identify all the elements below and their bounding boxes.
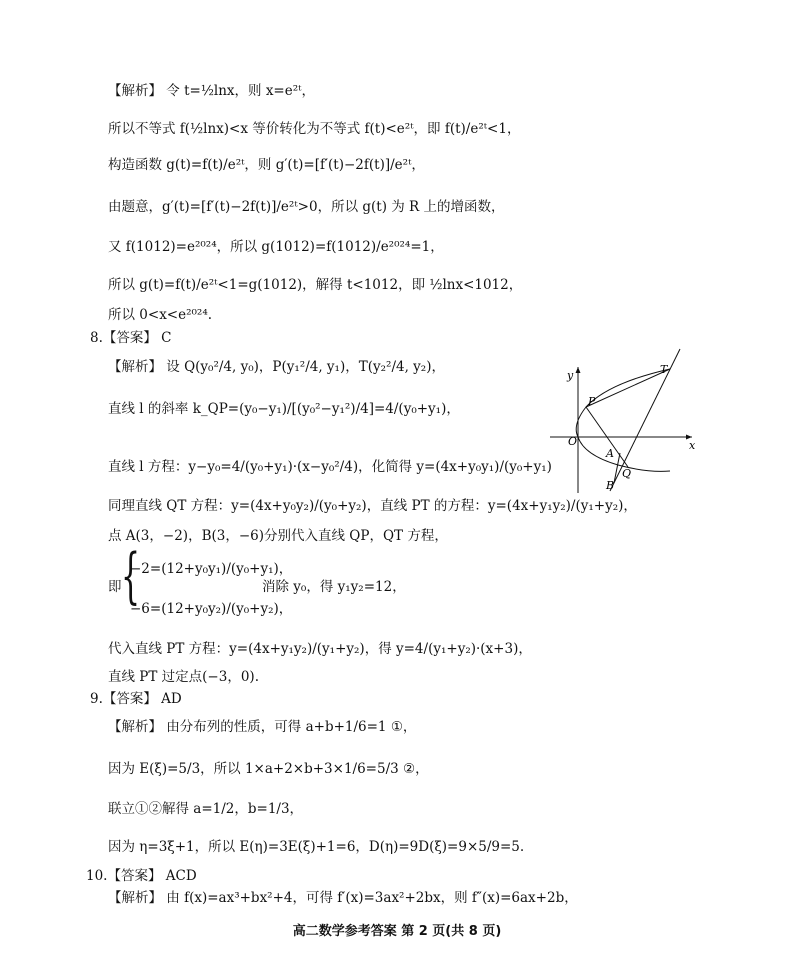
page-footer: 高二数学参考答案 第 2 页(共 8 页) (292, 924, 502, 939)
label-B: B (606, 479, 615, 492)
text-line-l5: 又 f(1012)=e²⁰²⁴，所以 g(1012)=f(1012)/e²⁰²⁴=1， (108, 239, 444, 255)
text-line-l16: 消除 y₀，得 y₁y₂=12， (262, 579, 406, 595)
system-brace: { (121, 541, 141, 611)
line-AB (614, 453, 620, 483)
text-line-l8: 8.【答案】 C (90, 330, 172, 346)
label-y: y (567, 369, 574, 382)
text-line-l15: 即 (108, 579, 122, 595)
text-line-l18: 代入直线 PT 方程：y=(4x+y₁y₂)/(y₁+y₂)，得 y=4/(y₁+y₂)·(x+3)， (108, 641, 532, 657)
text-line-l9: 【解析】 设 Q(y₀²/4, y₀)，P(y₁²/4, y₁)，T(y₂²/4, y₂)， (108, 359, 445, 375)
text-line-l26: 【解析】 由 f(x)=ax³+bx²+4，可得 f′(x)=3ax²+2bx，则 f″(x)=6ax+2b， (108, 890, 578, 906)
text-line-l3: 构造函数 g(t)=f(t)/e²ᵗ，则 g′(t)=[f′(t)−2f(t)]/e²ᵗ， (108, 157, 425, 173)
text-line-l14: −2=(12+y₀y₁)/(y₀+y₁)， (130, 561, 293, 577)
text-line-l7: 所以 0<x<e²⁰²⁴. (108, 307, 213, 323)
text-line-l10: 直线 l 的斜率 k_QP=(y₀−y₁)/[(y₀²−y₁²)/4]=4/(y₀+y₁)， (108, 401, 460, 417)
text-line-l23: 联立①②解得 a=1/2，b=1/3， (108, 801, 304, 817)
label-T: T (660, 363, 668, 376)
text-line-l11: 直线 l 方程：y−y₀=4/(y₀+y₁)·(x−y₀²/4)，化简得 y=(4x+y₀y₁)/(y₀+y₁) (108, 459, 552, 475)
parabola-figure (548, 345, 698, 495)
text-line-l24: 因为 η=3ξ+1，所以 E(η)=3E(ξ)+1=6，D(η)=9D(ξ)=9×5/9=5. (108, 839, 525, 855)
text-line-l17: −6=(12+y₀y₂)/(y₀+y₂)， (130, 601, 293, 617)
line-TB (610, 349, 680, 491)
text-line-l12: 同理直线 QT 方程：y=(4x+y₀y₂)/(y₀+y₂)，直线 PT 的方程：y=(4x+y₁y₂)/(y₁+y₂)， (108, 498, 637, 514)
text-line-l21: 【解析】 由分布列的性质，可得 a+b+1/6=1 ①， (108, 719, 417, 735)
label-P: P (588, 395, 596, 408)
y-axis-arrow (576, 367, 581, 373)
text-line-l2: 所以不等式 f(½lnx)<x 等价转化为不等式 f(t)<e²ᵗ，即 f(t)/e²ᵗ<1， (108, 121, 521, 137)
label-O: O (568, 435, 578, 448)
text-line-l1: 【解析】 令 t=½lnx，则 x=e²ᵗ， (108, 83, 315, 99)
text-line-l6: 所以 g(t)=f(t)/e²ᵗ<1=g(1012)，解得 t<1012，即 ½lnx<1012， (108, 277, 523, 293)
label-A: A (606, 447, 614, 460)
parabola-curve (576, 369, 670, 471)
text-line-l4: 由题意，g′(t)=[f′(t)−2f(t)]/e²ᵗ>0，所以 g(t) 为 R 上的增函数， (108, 199, 505, 215)
line-PT (586, 369, 670, 407)
text-line-l13: 点 A(3，−2)，B(3，−6)分别代入直线 QP，QT 方程， (108, 528, 448, 544)
label-Q: Q (622, 467, 632, 480)
text-line-l20: 9.【答案】 AD (90, 691, 182, 707)
label-x: x (689, 439, 696, 452)
text-line-l25: 10.【答案】 ACD (86, 868, 197, 884)
text-line-l22: 因为 E(ξ)=5/3，所以 1×a+2×b+3×1/6=5/3 ②， (108, 761, 429, 777)
text-line-l19: 直线 PT 过定点(−3，0). (108, 669, 259, 685)
